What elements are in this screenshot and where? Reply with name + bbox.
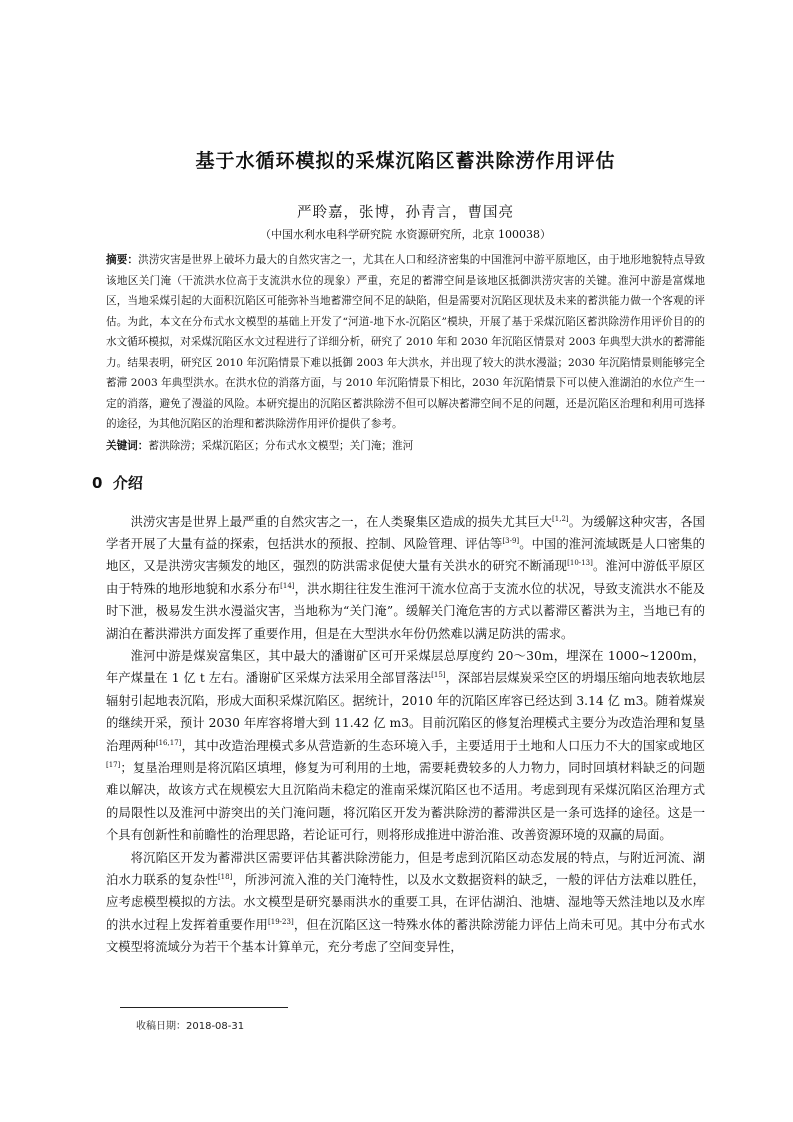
text-run: 。为缓解这种灾害，各国学者开展了大量有益的探索，包括洪水的预报、控制、风险管理、评估等 — [106, 514, 705, 551]
section-title: 介绍 — [112, 473, 143, 492]
body-paragraph-2 — [106, 645, 705, 847]
text-run: ，深部岩层煤炭采空区的坍塌压缩向地表软地层辐射引起地表沉陷，形成大面积采煤沉陷区。据统计，2010 年的沉陷区库容已经达到 3.14 亿 m3。随着煤炭的继续开采，预计 2030 年库容将增大到 11.42 亿 m3。目前沉陷区的修复治理模式主要分为改造治理和复垦治理两种 — [106, 671, 705, 753]
citation: [14] — [280, 581, 295, 590]
citation: [1,2] — [552, 514, 569, 523]
author-list: 严聆嘉，张博，孙青言，曹国亮 — [297, 205, 514, 221]
footnote-received-date: 收稿日期：2018-08-31 — [136, 1021, 245, 1032]
abstract-text: 洪涝灾害是世界上破坏力最大的自然灾害之一，尤其在人口和经济密集的中国淮河中游平原地区，由于地形地貌特点导致该地区关门淹（干流洪水位高于支流洪水位的现象）严重，充足的蓄滞空间是该地区抵御洪涝灾害的关键。淮河中游是富煤地区，当地采煤引起的大面积沉陷区可能弥补当地蓄滞空间不足的缺陷，但是需要对沉陷区现状及未来的蓄洪能力做一个客观的评估。为此，本文在分布式水文模型的基础上开发了“河道-地下水-沉陷区”模块，开展了基于采煤沉陷区蓄洪除涝作用评价目的的水文循环模拟，对采煤沉陷区水文过程进行了详细分析，研究了 2010 年和 2030 年沉陷区情景对 2003 年典型大洪水的蓄滞能力。结果表明，研究区 2010 年沉陷情景下难以抵御 2003 年大洪水，并出现了较大的洪水漫溢；2030 年沉陷情景则能够完全蓄滞 2003 年典型洪水。在洪水位的消落方面，与 2010 年沉陷情景下相比，2030 年沉陷情景下可以使入淮湖泊的水位产生一定的消落，避免了漫溢的风险。本研究提出的沉陷区蓄洪除涝不但可以解决蓄滞空间不足的问题，还是沉陷区治理和利用可选择的途径，为其他沉陷区的治理和蓄洪除涝作用评价提供了参考。 — [106, 254, 706, 430]
citation: [19-23] — [268, 917, 294, 926]
citation: [3-9] — [502, 536, 520, 545]
text-run: ；复垦治理则是将沉陷区填埋，修复为可利用的土地，需要耗费较多的人力物力，同时回填材料缺乏的问题难以解决，故该方式在规模宏大且沉陷尚未稳定的淮南采煤沉陷区也不适用。考虑到现有采煤沉陷区治理方式的局限性以及淮河中游突出的关门淹问题，将沉陷区开发为蓄洪除涝的蓄滞洪区是一条可选择的途径。这是一个具有创新性和前瞻性的治理思路，若论证可行，则将形成推进中游治淮、改善资源环境的双赢的局面。 — [106, 760, 705, 843]
paper-title: 基于水循环模拟的采煤沉陷区蓄洪除涝作用评估 — [195, 150, 616, 172]
text-run: ，但在沉陷区这一特殊水体的蓄洪除涝能力评估上尚未可见。其中分布式水文模型将流域分为若干个基本计算单元，充分考虑了空间变异性， — [106, 917, 705, 955]
keywords — [106, 436, 705, 456]
abstract — [106, 250, 705, 435]
text-run: ，洪水期往往发生淮河干流水位高于支流水位的状况，导致支流洪水不能及时下泄，极易发生洪水漫溢灾害，当地称为“关门淹”。缓解关门淹危害的方式以蓄滞区蓄洪为主，当地已有的湖泊在蓄洪滞洪方面发挥了重要作用，但是在大型洪水年份仍然难以满足防洪的需求。 — [106, 581, 705, 641]
footnote-divider — [120, 1007, 288, 1008]
citation: [17] — [106, 760, 121, 769]
citation: [10-13] — [567, 559, 593, 568]
citation: [16,17] — [155, 738, 182, 747]
body-paragraph-1 — [106, 511, 705, 645]
keywords-label: 关键词： — [106, 439, 149, 452]
abstract-label: 摘要： — [106, 254, 139, 266]
affiliation: （中国水利水电科学研究院 水资源研究所，北京 100038） — [260, 228, 551, 241]
citation: [15] — [431, 671, 446, 680]
text-run: 。淮河中游低平原区由于特殊的地形地貌和水系分布 — [106, 559, 705, 596]
text-run: 将沉陷区开发为蓄滞洪区需要评估其蓄洪除涝能力，但是考虑到沉陷区动态发展的特点，与附近河流、湖泊水力联系的复杂性 — [106, 850, 705, 887]
citation: [18] — [217, 872, 233, 881]
text-run: 洪涝灾害是世界上最严重的自然灾害之一，在人类聚集区造成的损失尤其巨大 — [130, 514, 553, 529]
section-number: 0 — [92, 473, 103, 492]
keywords-text: 蓄洪除涝；采煤沉陷区；分布式水文模型；关门淹；淮河 — [148, 439, 414, 452]
text-run: ，其中改造治理模式多从营造新的生态环境入手，主要适用于土地和人口压力不大的国家或地区 — [181, 738, 705, 753]
text-run: 淮河中游是煤炭富集区，其中最大的潘谢矿区可开采煤层总厚度约 20～30m，埋深在 1000~1200m，年产煤量在 1 亿 t 左右。潘谢矿区采煤方法采用全部冒落法 — [106, 648, 705, 686]
section-heading — [92, 472, 705, 493]
body-paragraph-3 — [106, 847, 705, 959]
text-run: 。中国的淮河流域既是人口密集的地区，又是洪涝灾害频发的地区，强烈的防洪需求促使大量有关洪水的研究不断涌现 — [106, 536, 705, 574]
text-run: ，所涉河流入淮的关门淹特性，以及水文数据资料的缺乏，一般的评估方法难以胜任，应考虑模型模拟的方法。水文模型是研究暴雨洪水的重要工具，在评估湖泊、池塘、湿地等天然洼地以及水库的洪水过程上发挥着重要作用 — [106, 873, 705, 932]
